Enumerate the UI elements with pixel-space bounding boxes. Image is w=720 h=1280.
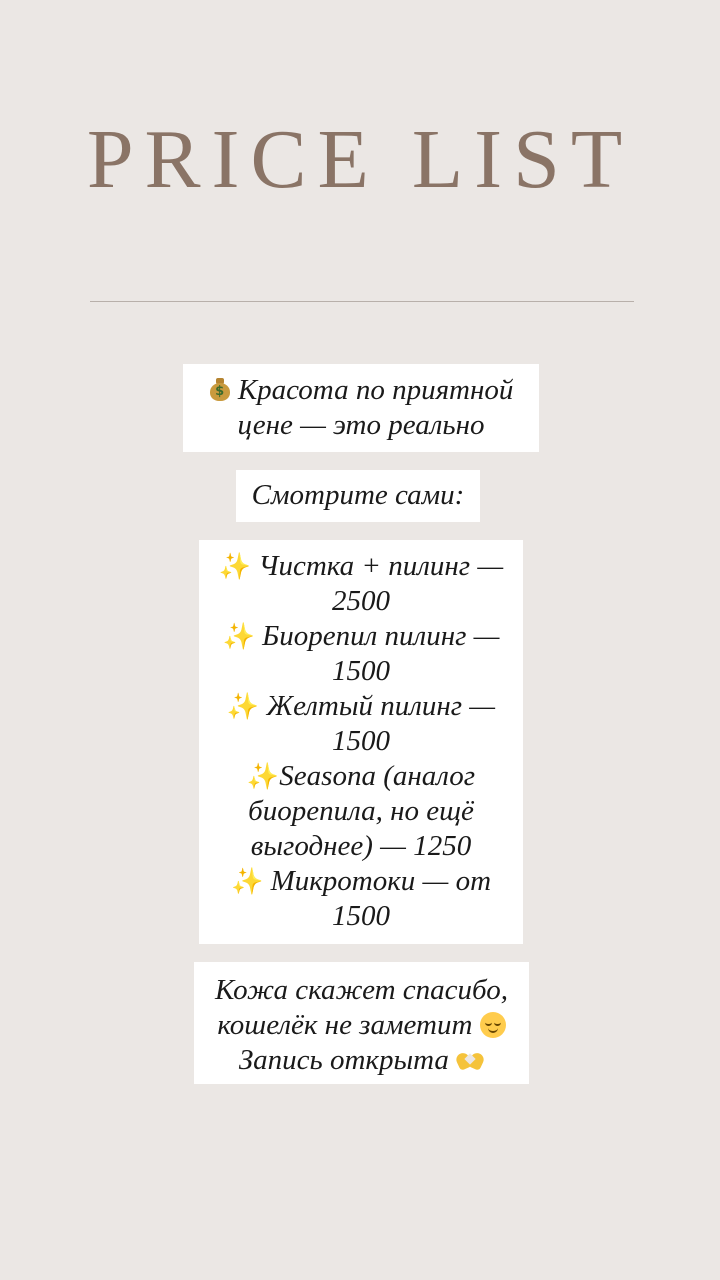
- sparkles-icon: ✨: [222, 622, 255, 651]
- money-bag-icon: $: [209, 377, 231, 401]
- sparkles-icon: ✨: [246, 762, 280, 791]
- intro-box: [183, 364, 539, 452]
- divider: [90, 301, 634, 302]
- price-item-value: 1500: [332, 655, 390, 687]
- footer-line-3: [194, 1043, 529, 1078]
- price-item-label: Seasona (аналог: [279, 760, 476, 792]
- page-title: PRICE LIST: [86, 113, 634, 206]
- look-text: Смотрите сами:: [251, 479, 465, 511]
- price-item-line: [199, 689, 523, 724]
- price-item-value: 1500: [332, 725, 390, 757]
- price-list-box: [199, 540, 523, 944]
- footer-text-3: Запись открыта: [238, 1044, 449, 1076]
- look-box: [236, 470, 480, 522]
- sparkles-icon: ✨: [218, 552, 252, 581]
- footer-box: [194, 962, 529, 1084]
- intro-text-2: цене — это реально: [237, 409, 485, 441]
- sparkles-icon: ✨: [230, 867, 264, 896]
- price-item-label: Желтый пилинг —: [266, 690, 496, 722]
- footer-line-2: [194, 1008, 529, 1043]
- price-item-line: [199, 619, 523, 654]
- footer-text-1: Кожа скажет спасибо,: [215, 974, 508, 1006]
- relieved-face-icon: [480, 1012, 506, 1038]
- price-item-value: 2500: [332, 585, 390, 617]
- heart-hands-icon: [456, 1049, 484, 1071]
- price-item-text: выгоднее) — 1250: [250, 830, 472, 862]
- price-item-text: биорепила, но ещё: [248, 795, 474, 827]
- intro-text-1: Красота по приятной: [237, 374, 514, 406]
- sparkles-icon: ✨: [226, 692, 260, 721]
- price-item-label: Биорепил пилинг —: [262, 620, 500, 652]
- price-item-line: [199, 864, 523, 899]
- intro-line-1: [183, 373, 539, 408]
- price-item-line: [199, 549, 523, 584]
- price-item-label: Чистка + пилинг —: [258, 550, 504, 582]
- price-item-label: Микротоки — от: [270, 865, 492, 897]
- price-item-value: 1500: [332, 900, 390, 932]
- price-item-line: [199, 759, 523, 794]
- footer-text-2: кошелёк не заметит: [217, 1009, 473, 1041]
